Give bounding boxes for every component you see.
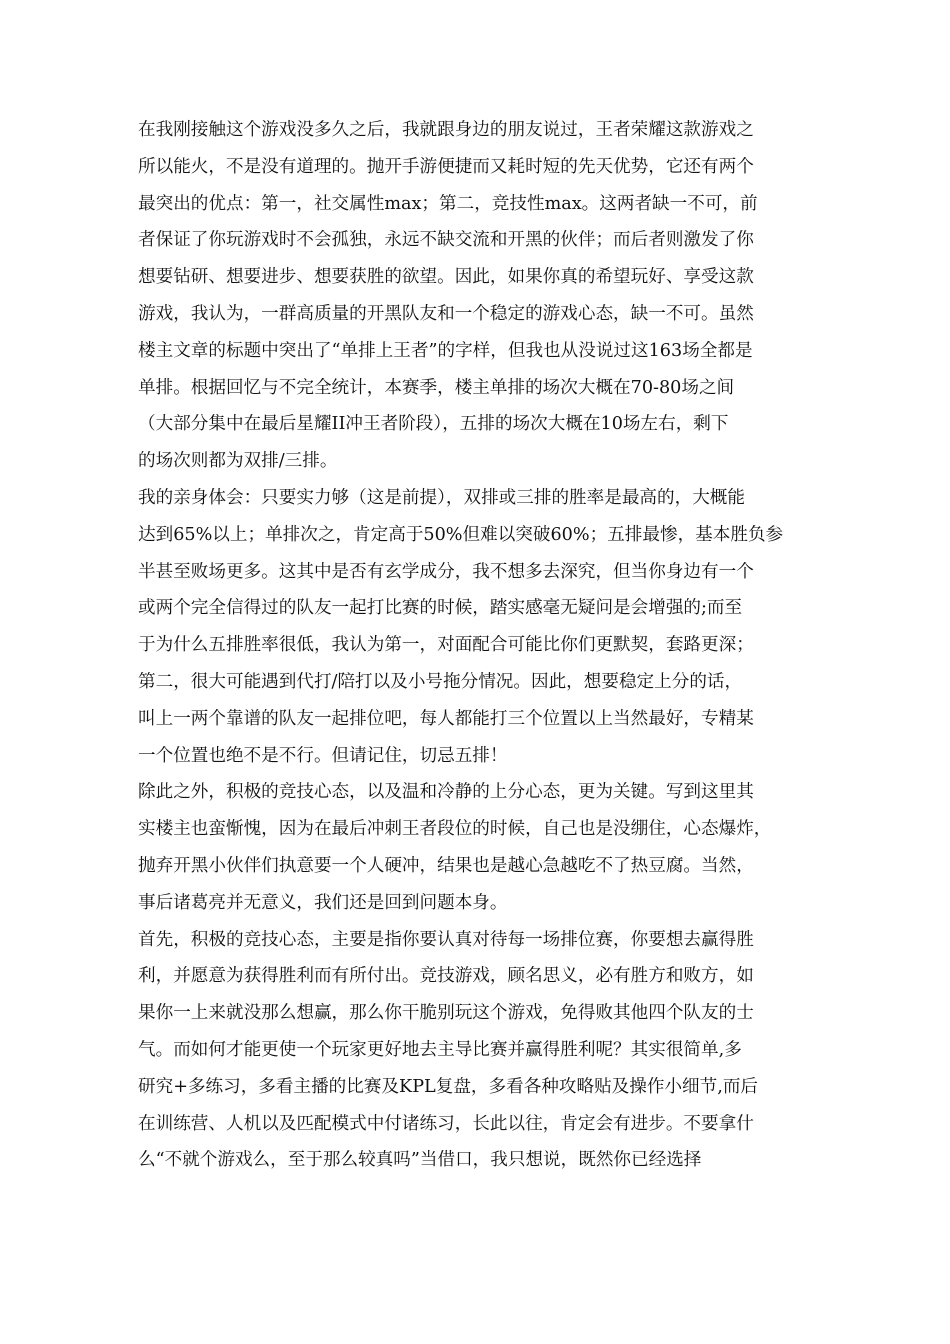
text-line: 首先，积极的竞技心态，主要是指你要认真对待每一场排位赛，你要想去赢得胜 [138, 929, 754, 950]
text-line: 游戏，我认为，一群高质量的开黑队友和一个稳定的游戏心态，缺一不可。虽然 [138, 303, 754, 324]
text-line: 抛弃开黑小伙伴们执意要一个人硬冲，结果也是越心急越吃不了热豆腐。当然， [138, 855, 754, 876]
text-line: 除此之外，积极的竞技心态，以及温和冷静的上分心态，更为关键。写到这里其 [138, 782, 754, 803]
text-line: 实楼主也蛮惭愧，因为在最后冲刺王者段位的时候，自己也是没绷住，心态爆炸， [138, 819, 772, 840]
text-line: 者保证了你玩游戏时不会孤独，永远不缺交流和开黑的伙伴；而后者则激发了你 [138, 230, 754, 251]
document-body [138, 112, 818, 1179]
text-line: 于为什么五排胜率很低，我认为第一，对面配合可能比你们更默契，套路更深； [138, 635, 754, 656]
text-line: 在我刚接触这个游戏没多久之后，我就跟身边的朋友说过，王者荣耀这款游戏之 [138, 120, 754, 140]
text-line: 的场次则都为双排/三排。 [138, 451, 338, 472]
text-line: 第二，很大可能遇到代打/陪打以及小号拖分情况。因此，想要稳定上分的话， [138, 671, 743, 692]
text-line: 我的亲身体会：只要实力够（这是前提），双排或三排的胜率是最高的，大概能 [138, 487, 745, 508]
text-line: 气。而如何才能更使一个玩家更好地去主导比赛并赢得胜利呢？其实很简单,多 [138, 1039, 742, 1060]
text-line: 在训练营、人机以及匹配模式中付诸练习，长此以往，肯定会有进步。不要拿什 [138, 1113, 754, 1134]
text-line: 楼主文章的标题中突出了“单排上王者”的字样，但我也从没说过这163场全都是 [138, 340, 753, 361]
text-line: 果你一上来就没那么想赢，那么你干脆别玩这个游戏，免得败其他四个队友的士 [138, 1003, 754, 1024]
text-line: 事后诸葛亮并无意义，我们还是回到问题本身。 [138, 892, 508, 913]
text-line: 想要钻研、想要进步、想要获胜的欲望。因此，如果你真的希望玩好、享受这款 [138, 267, 754, 288]
text-line: 单排。根据回忆与不完全统计，本赛季，楼主单排的场次大概在70-80场之间 [138, 377, 735, 398]
text-line: 么“不就个游戏么，至于那么较真吗”当借口，我只想说，既然你已经选择 [138, 1150, 702, 1171]
text-line: 达到65%以上；单排次之，肯定高于50%但难以突破60%；五排最惨，基本胜负参 [138, 524, 784, 545]
text-line: 所以能火，不是没有道理的。抛开手游便捷而又耗时短的先天优势，它还有两个 [138, 156, 754, 177]
text-line: 叫上一两个靠谱的队友一起排位吧，每人都能打三个位置以上当然最好，专精某 [138, 708, 754, 729]
text-line: 最突出的优点：第一，社交属性max；第二，竞技性max。这两者缺一不可，前 [138, 193, 758, 214]
text-line: 一个位置也绝不是不行。但请记住，切忌五排！ [138, 745, 508, 766]
text-line: 研究+多练习，多看主播的比赛及KPL复盘，多看各种攻略贴及操作小细节,而后 [138, 1076, 759, 1097]
text-line: （大部分集中在最后星耀II冲王者阶段），五排的场次大概在10场左右，剩下 [138, 414, 729, 435]
text-line: 利，并愿意为获得胜利而有所付出。竞技游戏，顾名思义，必有胜方和败方，如 [138, 966, 754, 987]
text-line: 半甚至败场更多。这其中是否有玄学成分，我不想多去深究，但当你身边有一个 [138, 561, 754, 582]
text-line: 或两个完全信得过的队友一起打比赛的时候，踏实感毫无疑问是会增强的;而至 [138, 598, 743, 619]
